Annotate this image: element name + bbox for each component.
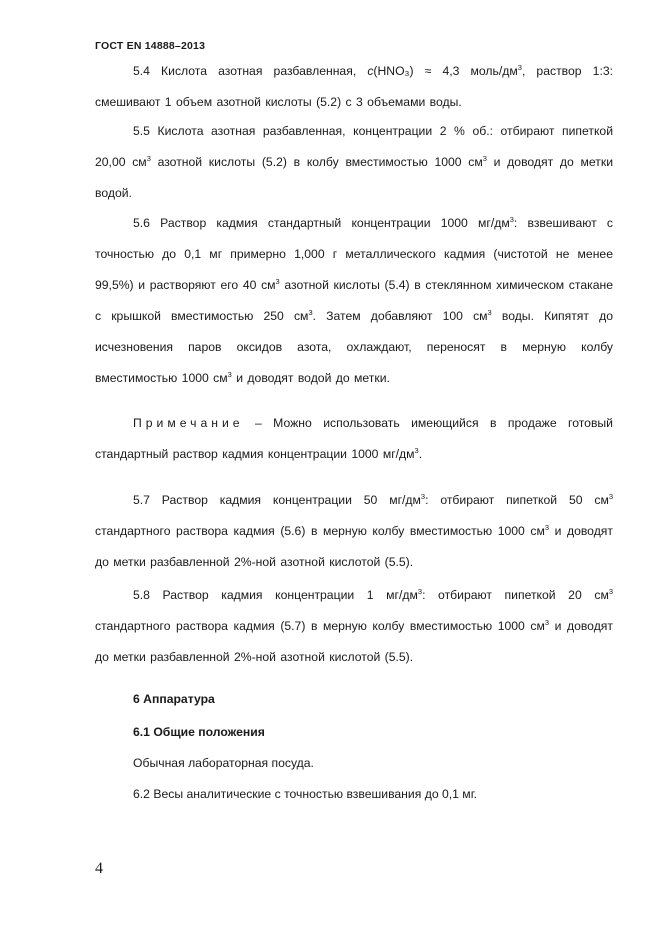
superscript: 3 xyxy=(517,63,522,72)
text-run: воды. Кипятят до исчезновения паров оксидов азота, охлаждают, переносят в мерную колбу вместимостью 1000 см xyxy=(95,309,613,385)
superscript: 3 xyxy=(420,492,426,501)
text-run: стандартного раствора кадмия (5.7) в мерную колбу вместимостью 1000 см xyxy=(95,619,545,633)
section-6-2-text: 6.2 Весы аналитические с точностью взвешивания до 0,1 мг. xyxy=(133,787,478,801)
text-run: и доводят до метки водой. xyxy=(95,155,614,200)
paragraph-5-7 xyxy=(95,485,613,578)
superscript: 3 xyxy=(227,370,232,379)
text-run: 5.6 Раствор кадмия стандартный концентрации 1000 мг/дм xyxy=(133,216,510,230)
page-number: 4 xyxy=(95,860,103,877)
text-run: 5.5 Кислота азотная разбавленная, концентрации 2 % об.: отбирают пипеткой 20,00 см xyxy=(95,124,613,169)
text-run: азотной кислоты (5.2) в колбу вместимостью 1000 см xyxy=(150,155,483,169)
document-header: ГОСТ EN 14888–2013 xyxy=(95,40,206,52)
formula-symbol: c xyxy=(367,64,374,78)
text-run: и доводят до метки разбавленной 2%-ной азотной кислотой (5.5). xyxy=(95,619,613,664)
text-run: (HNO₃) ≈ 4,3 моль/дм xyxy=(373,64,518,78)
note-label: Примечание xyxy=(133,416,244,430)
superscript: 3 xyxy=(308,308,313,317)
text-run: : взвешивают с точностью до 0,1 мг примерно 1,000 г металлического кадмия (чистотой не менее 99,5%) и растворяют его 40 см xyxy=(95,216,613,292)
superscript: 3 xyxy=(414,446,419,455)
text-run: и доводят водой до метки. xyxy=(231,371,390,385)
superscript: 3 xyxy=(146,154,151,163)
text-run: стандартного раствора кадмия (5.6) в мерную колбу вместимостью 1000 см xyxy=(95,524,545,538)
text-run: и доводят до метки разбавленной 2%-ной азотной кислотой (5.5). xyxy=(95,524,613,569)
section-6-heading: 6 Аппаратура xyxy=(133,692,215,706)
superscript: 3 xyxy=(509,215,514,224)
text-run: : отбирают пипеткой 20 см xyxy=(422,588,609,602)
section-6-1-heading: 6.1 Общие положения xyxy=(133,725,265,739)
superscript: 3 xyxy=(275,277,280,286)
superscript: 3 xyxy=(608,587,613,596)
note-paragraph xyxy=(95,408,613,470)
superscript: 3 xyxy=(482,154,487,163)
section-6-1-text: Обычная лабораторная посуда. xyxy=(133,756,314,770)
paragraph-5-4 xyxy=(95,56,613,118)
text-run: 5.8 Раствор кадмия концентрации 1 мг/дм xyxy=(133,588,418,602)
text-run: азотной кислоты (5.4) в стеклянном химическом стакане с крышкой вместимостью 250 см xyxy=(95,278,613,323)
text-run: : отбирают пипеткой 50 см xyxy=(425,493,609,507)
paragraph-5-6 xyxy=(95,208,613,394)
superscript: 3 xyxy=(487,308,492,317)
superscript: 3 xyxy=(544,523,550,532)
superscript: 3 xyxy=(608,492,613,501)
text-run: 5.7 Раствор кадмия концентрации 50 мг/дм xyxy=(133,493,421,507)
paragraph-5-5 xyxy=(95,116,613,209)
text-run: – Можно использовать имеющийся в продаже готовый стандартный раствор кадмия концентрации 1000 мг/дм xyxy=(95,416,613,461)
text-run: , раствор 1:3: смешивают 1 объем азотной кислоты (5.2) с 3 объемами воды. xyxy=(95,64,613,109)
text-run: . xyxy=(418,447,423,461)
text-run: . Затем добавляют 100 см xyxy=(312,309,488,323)
paragraph-5-8 xyxy=(95,580,613,673)
superscript: 3 xyxy=(544,618,550,627)
superscript: 3 xyxy=(417,587,423,596)
text-run: 5.4 Кислота азотная разбавленная, xyxy=(133,64,368,78)
